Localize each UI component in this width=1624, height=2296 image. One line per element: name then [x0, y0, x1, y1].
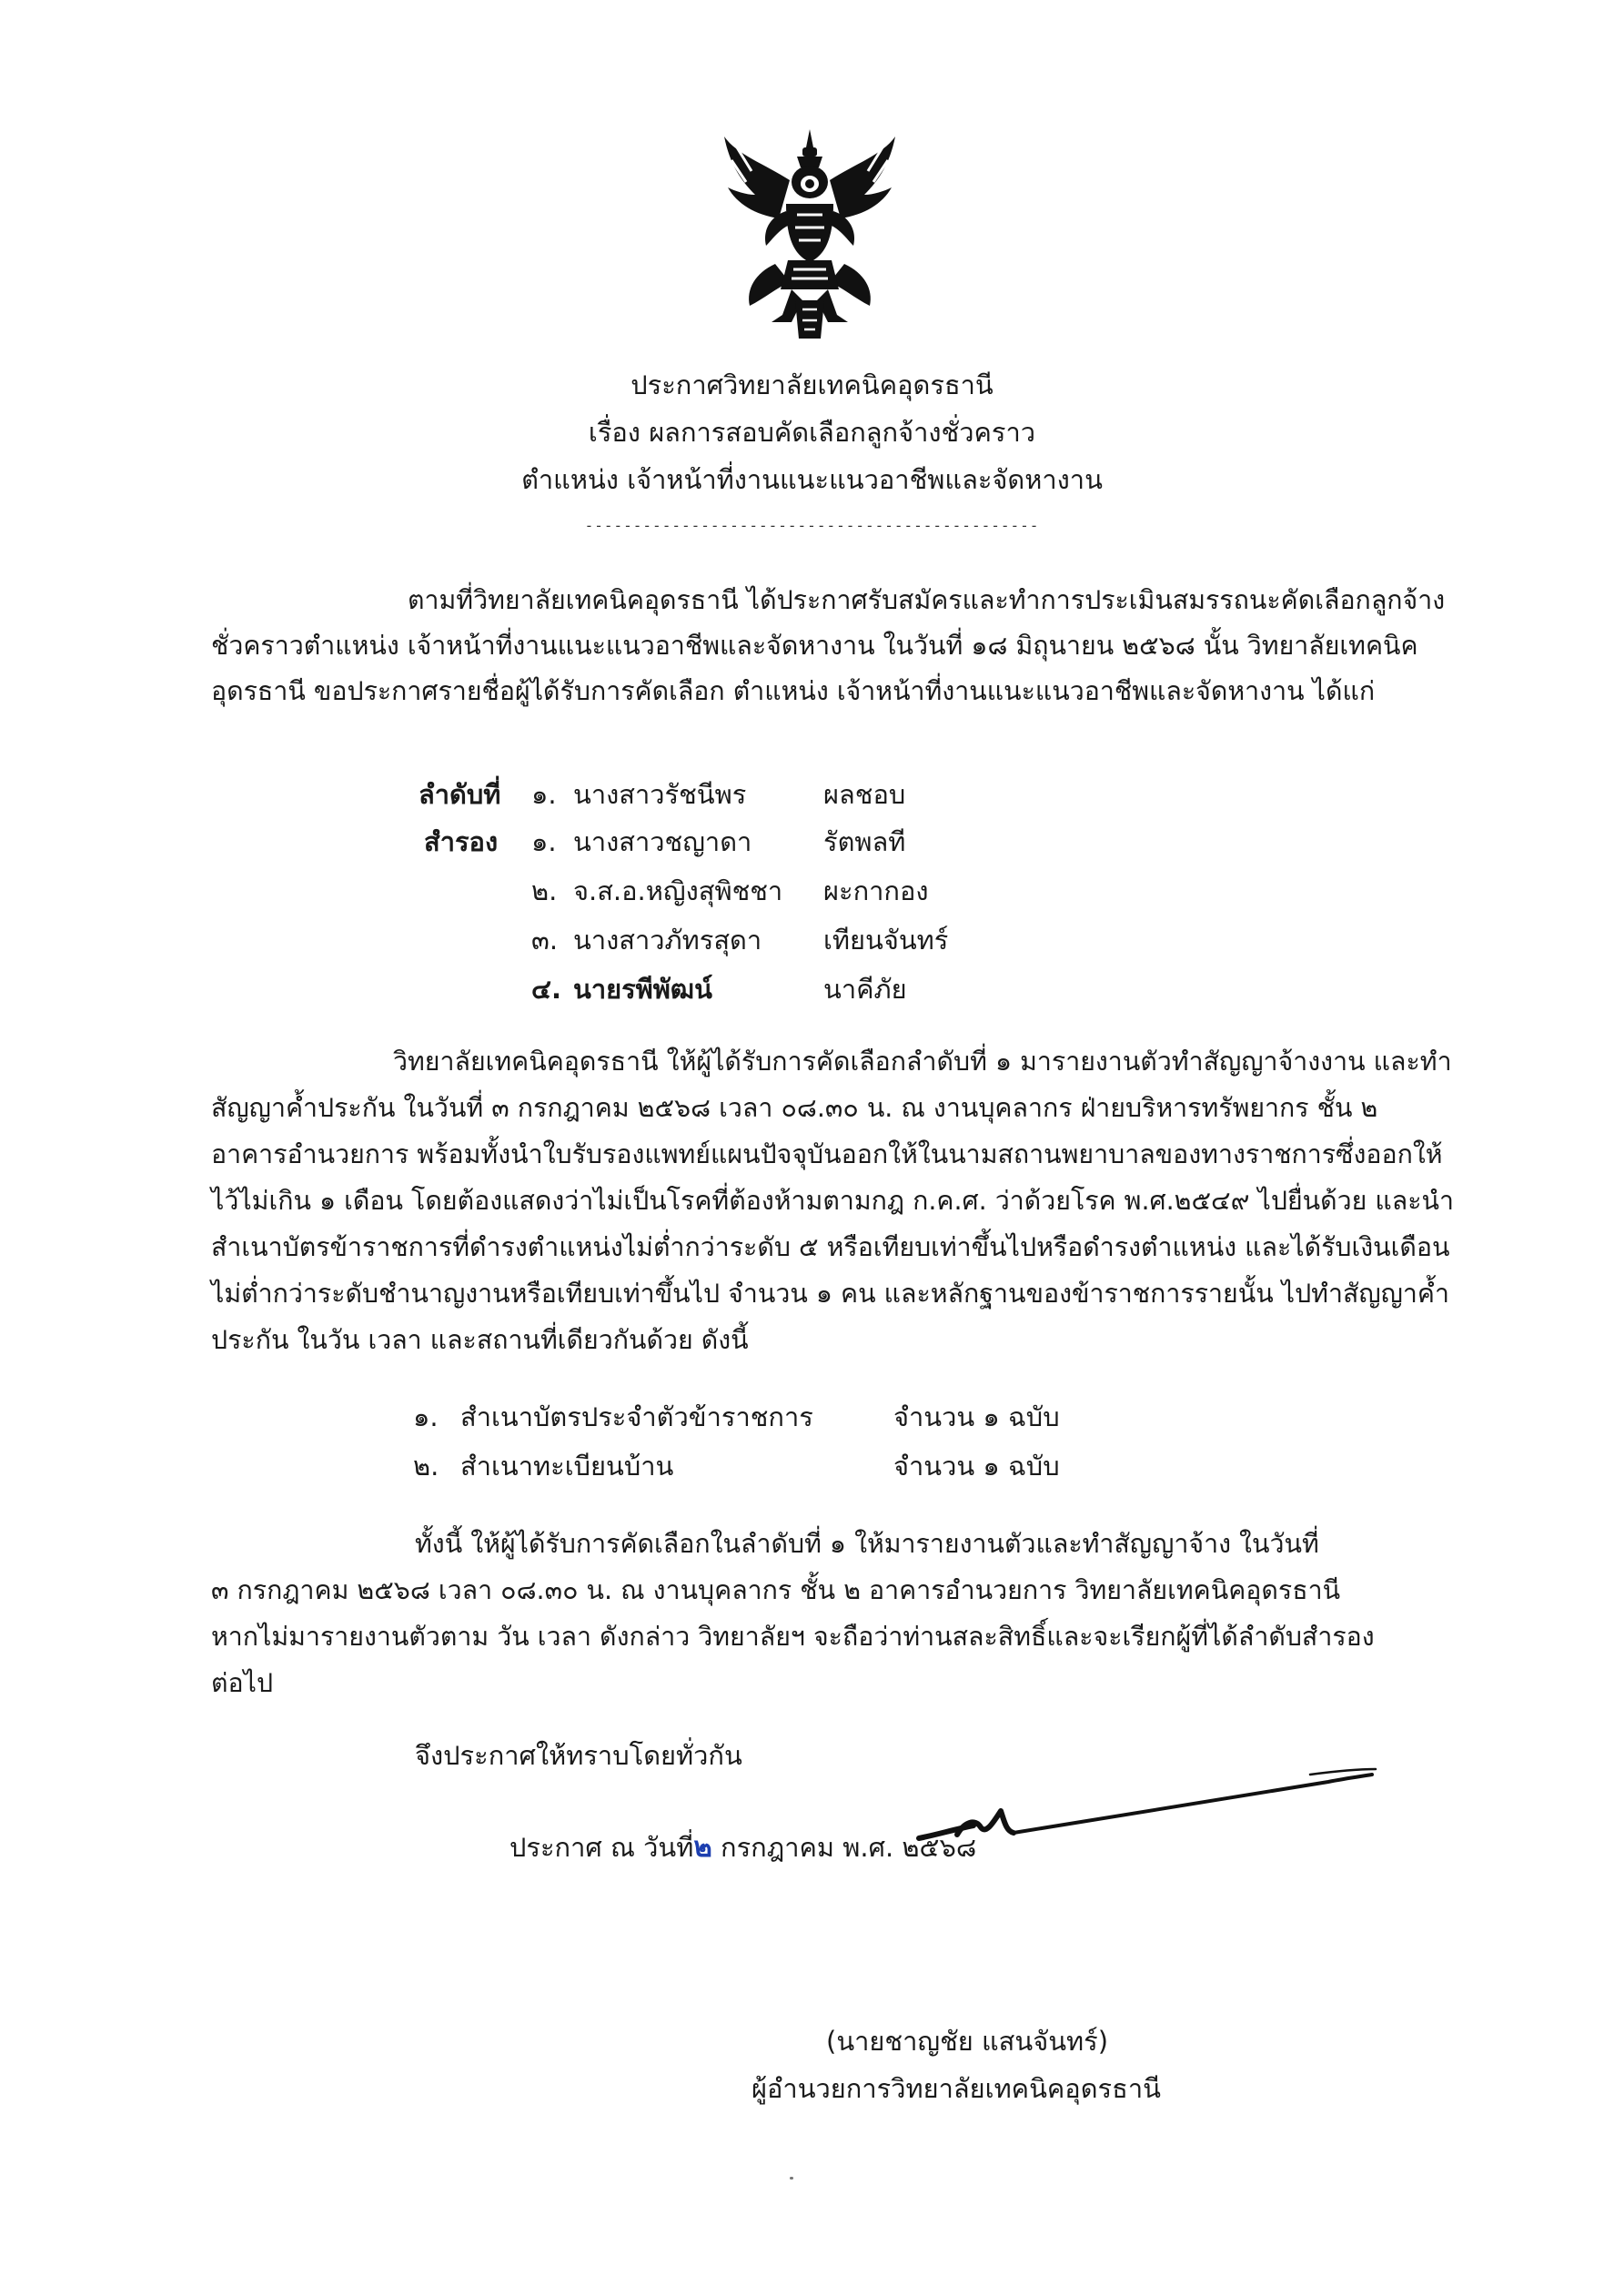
garuda-emblem-icon	[719, 127, 901, 341]
reserve-label: สำรอง	[424, 826, 499, 857]
document-qty: จำนวน ๑ ฉบับ	[893, 1451, 1060, 1482]
reserve-surname: เทียนจันทร์	[823, 925, 949, 956]
reserve-no: ๓.	[531, 925, 559, 956]
reserve-name: นางสาวชญาดา	[573, 826, 752, 857]
date-prefix: ประกาศ ณ วันที่	[509, 1832, 694, 1863]
selected-surname: ผลชอบ	[823, 779, 906, 810]
selected-no: ๑.	[531, 779, 557, 810]
org-title: ประกาศวิทยาลัยเทคนิคอุดรธานี	[630, 369, 994, 400]
announcement-date	[509, 1831, 976, 1865]
date-day: ๒	[693, 1831, 712, 1864]
subject-line: เรื่อง ผลการสอบคัดเลือกลูกจ้างชั่วคราว	[588, 417, 1036, 448]
reserve-surname: ผะกากอง	[823, 875, 929, 906]
reserve-name: นางสาวภัทรสุดา	[573, 925, 762, 956]
reserve-name: นายรพีพัฒน์	[573, 974, 712, 1005]
document-title: สำเนาบัตรประจำตัวข้าราชการ	[460, 1401, 813, 1432]
reserve-name: จ.ส.อ.หญิงสุพิชชา	[573, 875, 783, 906]
contract-line: ไม่ต่ำกว่าระดับชำนาญงานหรือเทียบเท่าขึ้นไป จำนวน ๑ คน และหลักฐานของข้าราชการรายนั้น ไปทำสัญญาค้ำ	[211, 1279, 1449, 1309]
document-title: สำเนาทะเบียนบ้าน	[460, 1451, 674, 1482]
contract-line: ประกัน ในวัน เวลา และสถานที่เดียวกันด้วย ดังนี้	[211, 1325, 749, 1355]
contract-line: วิทยาลัยเทคนิคอุดรธานี ให้ผู้ได้รับการคัดเลือกลำดับที่ ๑ มารายงานตัวทำสัญญาจ้างงาน และทำ	[393, 1047, 1452, 1077]
header-divider: -----------------------------------------------	[584, 517, 1040, 534]
closing-line: หากไม่มารายงานตัวตาม วัน เวลา ดังกล่าว วิทยาลัยฯ จะถือว่าท่านสละสิทธิ์และจะเรียกผู้ที่ได้ลำดับสำรอง	[211, 1622, 1375, 1652]
scan-speck	[790, 2177, 793, 2180]
contract-line: สัญญาค้ำประกัน ในวันที่ ๓ กรกฎาคม ๒๕๖๘ เวลา ๐๘.๓๐ น. ณ งานบุคลากร ฝ่ายบริหารทรัพยากร ชั้น ๒	[211, 1093, 1378, 1123]
reserve-no: ๑.	[531, 826, 557, 857]
reserve-surname: รัตพลที	[823, 826, 906, 857]
signature-icon	[910, 1747, 1383, 1847]
reserve-no: ๒.	[531, 875, 558, 906]
position-line: ตำแหน่ง เจ้าหน้าที่งานแนะแนวอาชีพและจัดหางาน	[521, 464, 1103, 495]
document-no: ๒.	[413, 1451, 439, 1482]
contract-line: สำเนาบัตรข้าราชการที่ดำรงตำแหน่งไม่ต่ำกว่าระดับ ๕ หรือเทียบเท่าขึ้นไปหรือดำรงตำแหน่ง และได้รับเงินเดือน	[211, 1232, 1450, 1262]
selected-name: นางสาวรัชนีพร	[573, 779, 747, 810]
intro-line-3: อุดรธานี ขอประกาศรายชื่อผู้ได้รับการคัดเลือก ตำแหน่ง เจ้าหน้าที่งานแนะแนวอาชีพและจัดหางาน ได้แก่	[211, 676, 1376, 706]
reserve-surname: นาคีภัย	[823, 974, 907, 1005]
document-no: ๑.	[413, 1401, 439, 1432]
signatory-title: ผู้อำนวยการวิทยาลัยเทคนิคอุดรธานี	[751, 2073, 1161, 2104]
document-qty: จำนวน ๑ ฉบับ	[893, 1401, 1060, 1432]
intro-line-2: ชั่วคราวตำแหน่ง เจ้าหน้าที่งานแนะแนวอาชีพและจัดหางาน ในวันที่ ๑๘ มิถุนายน ๒๕๖๘ นั้น วิทยาลัยเทคนิค	[211, 631, 1418, 661]
rank-label: ลำดับที่	[419, 779, 501, 810]
contract-line: อาคารอำนวยการ พร้อมทั้งนำใบรับรองแพทย์แผนปัจจุบันออกให้ในนามสถานพยาบาลของทางราชการซึ่งออกให้	[211, 1139, 1443, 1169]
intro-line-1: ตามที่วิทยาลัยเทคนิคอุดรธานี ได้ประกาศรับสมัครและทำการประเมินสมรรถนะคัดเลือกลูกจ้าง	[408, 585, 1446, 615]
signatory-name: (นายชาญชัย แสนจันทร์)	[826, 2026, 1109, 2057]
reserve-no: ๔.	[531, 974, 561, 1005]
closing-line: ทั้งนี้ ให้ผู้ได้รับการคัดเลือกในลำดับที่ ๑ ให้มารายงานตัวและทำสัญญาจ้าง ในวันที่	[415, 1529, 1319, 1559]
announcement-notice: จึงประกาศให้ทราบโดยทั่วกัน	[415, 1740, 742, 1771]
date-suffix: กรกฎาคม พ.ศ. ๒๕๖๘	[721, 1832, 977, 1863]
closing-line: ๓ กรกฎาคม ๒๕๖๘ เวลา ๐๘.๓๐ น. ณ งานบุคลากร ชั้น ๒ อาคารอำนวยการ วิทยาลัยเทคนิคอุดรธานี	[211, 1575, 1341, 1605]
closing-line: ต่อไป	[211, 1668, 274, 1698]
contract-line: ไว้ไม่เกิน ๑ เดือน โดยต้องแสดงว่าไม่เป็นโรคที่ต้องห้ามตามกฎ ก.ค.ศ. ว่าด้วยโรค พ.ศ.๒๕๔๙ ไปยื่นด้วย และนำ	[211, 1186, 1455, 1216]
